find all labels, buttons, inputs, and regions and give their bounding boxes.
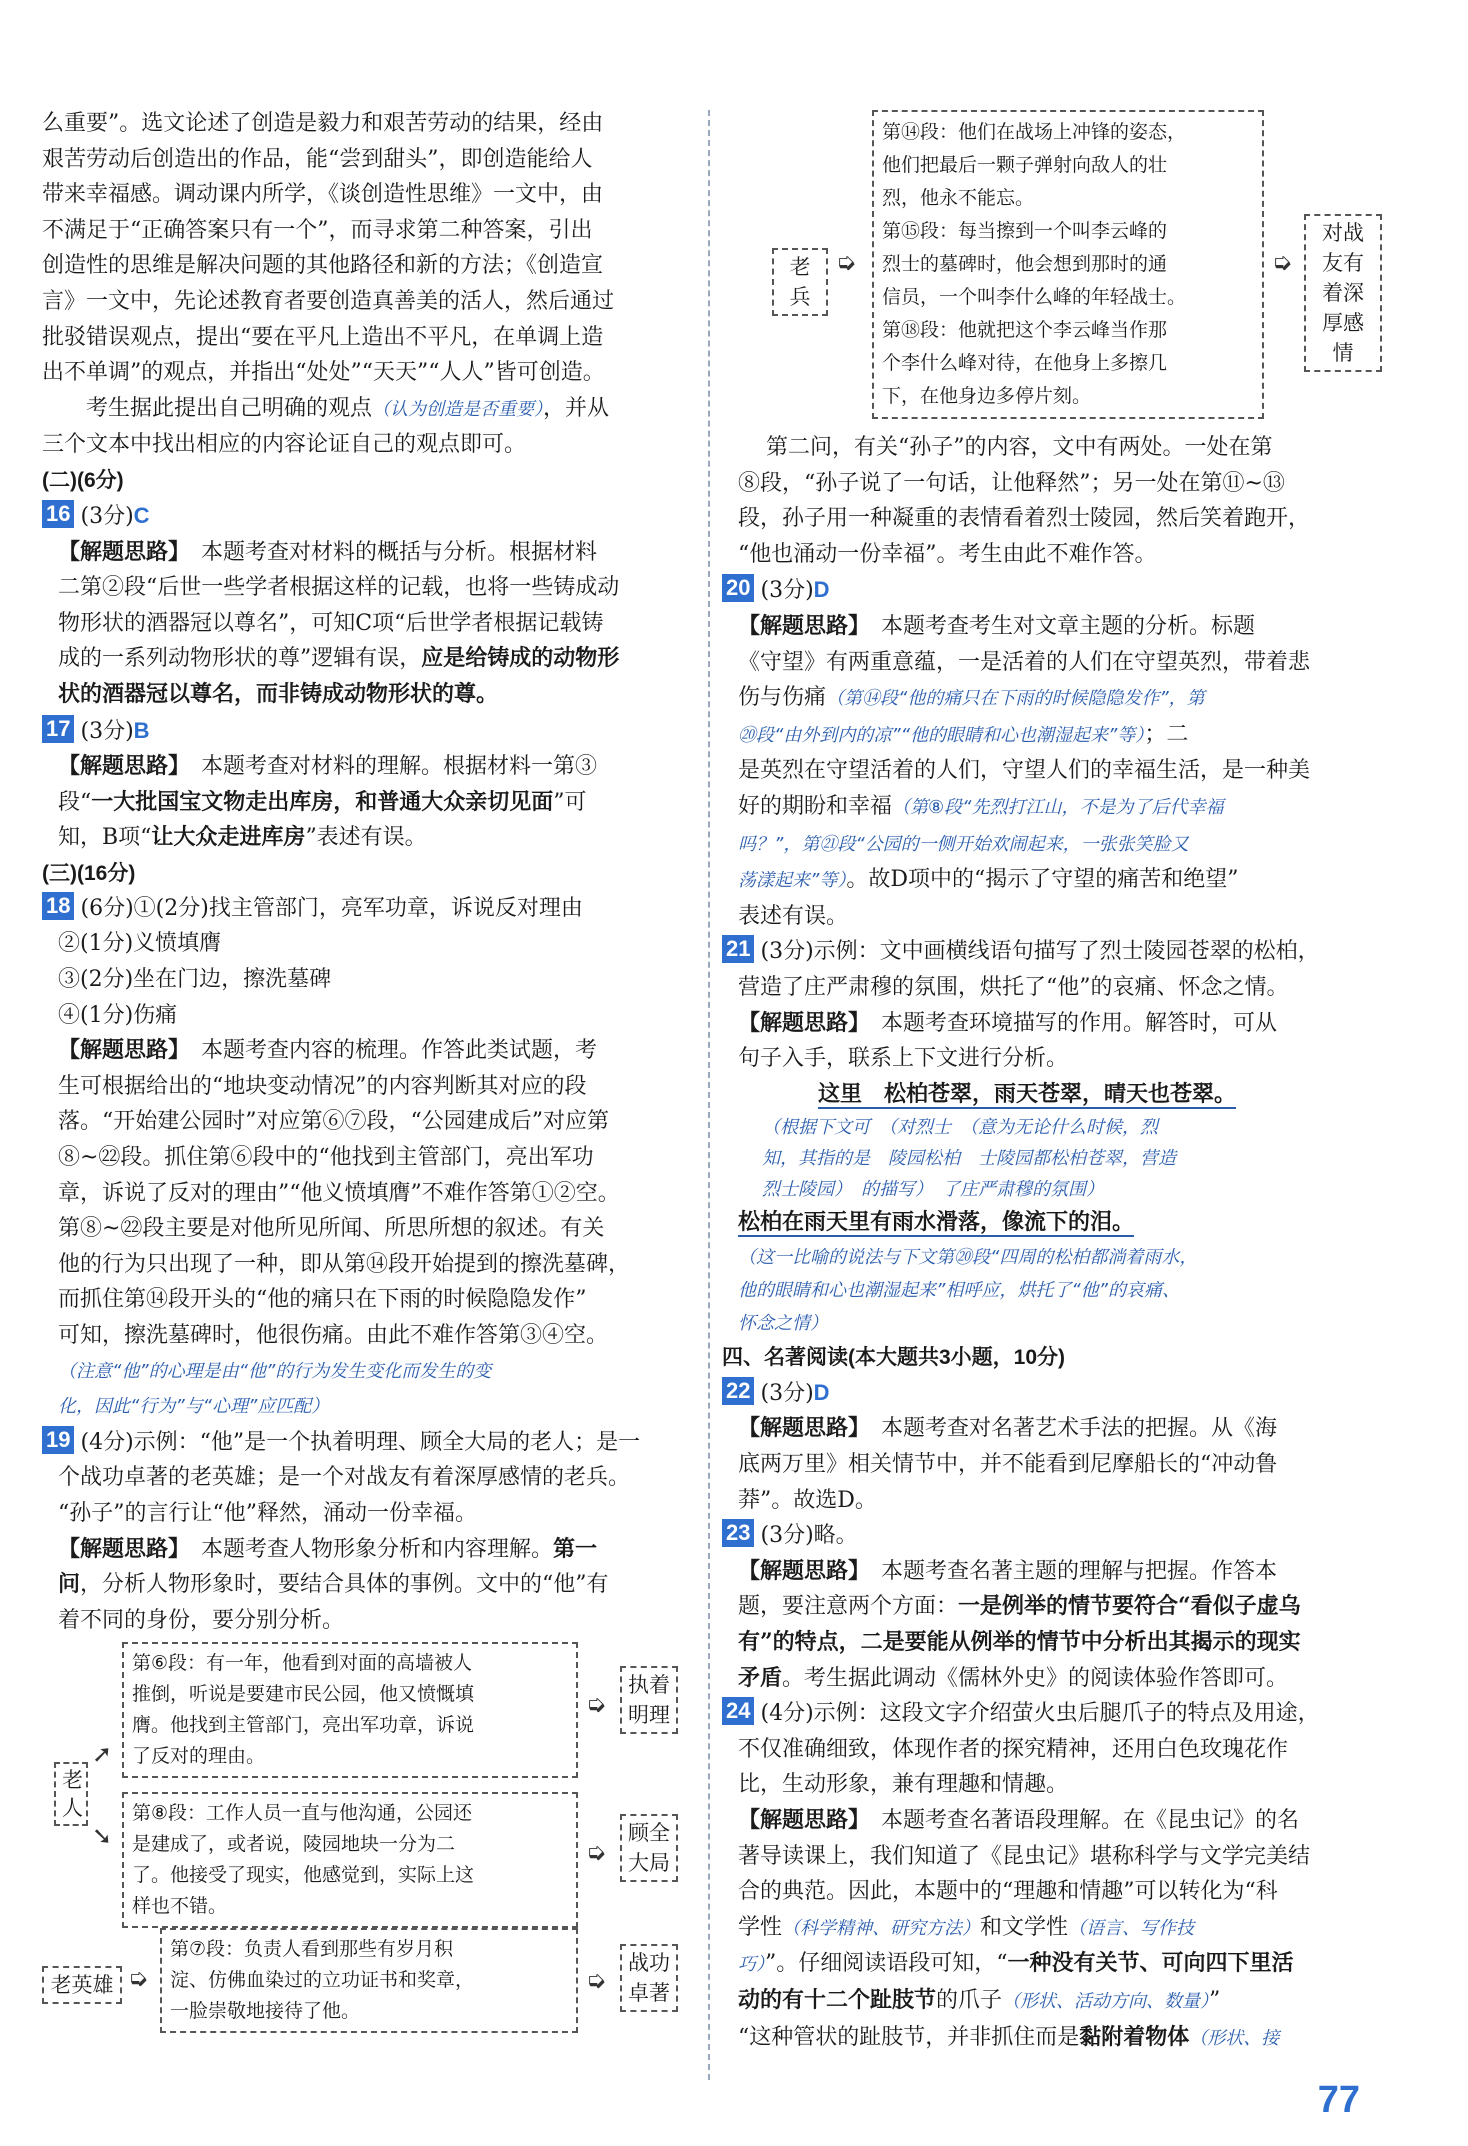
label-old-man: 老人 (54, 1762, 88, 1826)
text-line: 伤与伤痛（第⑭段“他的痛只在下雨的时候隐隐发作”，第 (738, 685, 1205, 711)
text-line: 合的典范。因此，本题中的“理趣和情趣”可以转化为“科 (738, 1879, 1278, 1905)
text-line: 三个文本中找出相应的内容论证自己的观点即可。 (42, 432, 527, 458)
question-16 (42, 498, 692, 713)
text-line: 表述有误。 (738, 903, 849, 929)
answer-line: 23 (3分)略。 (722, 1518, 1382, 1554)
text-line: 著导读课上，我们知道了《昆虫记》堪称科学与文学完美结 (738, 1843, 1311, 1869)
text-line: 矛盾。考生据此调动《儒林外史》的阅读体验作答即可。 (738, 1664, 1289, 1691)
answer-line: 16 (3分)C (42, 498, 692, 535)
text-line: 句子入手，联系上下文进行分析。 (738, 1046, 1069, 1072)
question-19 (42, 1425, 692, 1639)
text-line: 批驳错误观点，提出“要在平凡上造出不平凡，在单调上造 (42, 324, 604, 350)
excerpt-box: 第⑥段：有一年，他看到对面的高墙被人 推倒，听说是要建市民公园，他又愤慨填 膺。他找到主管部门，亮出军功章，诉说 了反对的理由。 (122, 1642, 578, 1778)
text-line: 【解题思路】 本题考查名著语段理解。在《昆虫记》的名 (738, 1807, 1300, 1833)
question-number: 19 (42, 1426, 74, 1454)
answer-line: ②(1分)义愤填膺 (58, 931, 222, 957)
arrow-icon: ➭ (586, 1838, 607, 1867)
text-line: 《守望》有两重意蕴，一是活着的人们在守望英烈，带着悲 (738, 649, 1311, 675)
text-line: 学性（科学精神、研究方法）和文学性（语言、写作技 (738, 1914, 1195, 1940)
answer-line: 18 (6分)①(2分)找主管部门，亮军功章，诉说反对理由 (42, 891, 692, 927)
analysis-tag: 【解题思路】 (58, 753, 180, 780)
handwritten-note: 怀念之情） (738, 1312, 828, 1334)
quoted-sentence: 这里 松柏苍翠，雨天苍翠，晴天也苍翠。 (818, 1080, 1237, 1107)
text-line: 他的行为只出现了一种，即从第⑭段开始提到的擦洗墓碑， (58, 1251, 631, 1277)
character-diagram (42, 1642, 692, 2037)
handwritten-note: （第⑭段“他的痛只在下雨的时候隐隐发作”，第 (826, 688, 1205, 710)
text-line: 好的期盼和幸福（第⑧段“先烈打江山，不是为了后代幸福 (738, 793, 1224, 819)
analysis-tag: 【解题思路】 (738, 1009, 860, 1036)
answer-line: 比，生动形象，兼有理趣和情趣。 (738, 1772, 1069, 1798)
text-line: 二第②段“后世一些学者根据这样的记载，也将一些铸成动 (58, 575, 620, 601)
handwritten-note: 巧） (738, 1954, 765, 1976)
analysis-tag: 【解题思路】 (58, 1535, 180, 1562)
answer-line: ④(1分)伤痛 (58, 1002, 178, 1028)
label-veteran: 老兵 (772, 248, 828, 316)
trait-box: 顾全大局 (620, 1814, 678, 1882)
question-number: 17 (42, 715, 74, 743)
text-line: 么重要”。选文论述了创造是毅力和艰苦劳动的结果，经由 (42, 111, 604, 136)
text-line: 而抓住第⑭段开头的“他的痛只在下雨的时候隐隐发作” (58, 1287, 587, 1313)
question-23 (722, 1518, 1382, 1696)
handwritten-note: （根据下文可 （对烈士 （意为无论什么时候，烈 (762, 1117, 1158, 1139)
answer-letter: B (133, 717, 150, 743)
handwritten-note: 化，因此“行为”与“心理”应匹配） (58, 1396, 330, 1418)
arrow-icon: ➘ (92, 1822, 113, 1851)
handwritten-note: （形状、接 (1189, 2027, 1280, 2049)
analysis-tag: 【解题思路】 (738, 1557, 860, 1584)
answer-line: 不仅准确细致，体现作者的探究精神，还用白色玫瑰花作 (738, 1736, 1289, 1762)
arrow-icon: ➭ (586, 1966, 607, 1995)
question-number: 22 (722, 1377, 754, 1405)
analysis-tag: 【解题思路】 (58, 1037, 180, 1064)
analysis-tag: 【解题思路】 (58, 538, 180, 565)
page-number: 77 (1317, 2079, 1360, 2121)
excerpt-box: 第⑧段：工作人员一直与他沟通，公园还 是建成了，或者说，陵园地块一分为二 了。他接受了现实，他感觉到，实际上这 样也不错。 (122, 1792, 578, 1928)
text-line: 艰苦劳动后创造出的作品，能“尝到甜头”，即创造能给人 (42, 146, 593, 172)
right-column (722, 110, 1382, 2056)
handwritten-note: （语言、写作技 (1068, 1917, 1195, 1939)
text-line: ⑧~㉒段。抓住第⑥段中的“他找到主管部门，亮出军功 (58, 1145, 594, 1171)
text-line: 出不单调”的观点，并指出“处处”“天天”“人人”皆可创造。 (42, 360, 605, 386)
answer-line: ③(2分)坐在门边，擦洗墓碑 (58, 967, 332, 993)
answer-line: 22 (3分)D (722, 1375, 1382, 1412)
quoted-sentence: 松柏在雨天里有雨水滑落，像流下的泪。 (738, 1209, 1135, 1236)
text-line: 底两万里》相关情节中，并不能看到尼摩船长的“冲动鲁 (738, 1452, 1278, 1478)
question-number: 21 (722, 935, 754, 963)
text-line: 第二问，有关“孙子”的内容，文中有两处。一处在第 (766, 435, 1273, 460)
veteran-diagram (722, 110, 1372, 422)
text-line: 【解题思路】 本题考查考生对文章主题的分析。标题 (738, 612, 1256, 639)
text-line: 【解题思路】 本题考查人物形象分析和内容理解。第一 (58, 1535, 598, 1562)
text-line: 【解题思路】 本题考查环境描写的作用。解答时，可从 (738, 1009, 1278, 1036)
analysis-tag: 【解题思路】 (738, 612, 860, 639)
text-line: 考生据此提出自己明确的观点（认为创造是否重要），并从 (86, 395, 610, 421)
text-line: 有”的特点，二是要能从例举的情节中分析出其揭示的现实 (738, 1629, 1301, 1656)
text-line: 物形状的酒器冠以尊名”，可知C项“后世学者根据记载铸 (58, 610, 604, 636)
handwritten-note: （认为创造是否重要） (372, 398, 544, 420)
answer-letter: C (133, 502, 150, 528)
left-column (42, 106, 692, 2037)
text-line: “他也涌动一份幸福”。考生由此不难作答。 (738, 541, 1157, 567)
answer-line: 个战功卓著的老英雄；是一个对战友有着深厚感情的老兵。 (58, 1465, 631, 1491)
trait-box: 战功卓著 (620, 1944, 678, 2012)
label-old-hero: 老英雄 (42, 1966, 122, 2004)
answer-line: 营造了庄严肃穆的氛围，烘托了“他”的哀痛、怀念之情。 (738, 974, 1289, 1000)
text-line: 状的酒器冠以尊名，而非铸成动物形状的尊。 (58, 680, 499, 707)
arrow-icon: ➭ (128, 1964, 149, 1993)
text-line: 不满足于“正确答案只有一个”，而寻求第二种答案，引出 (42, 217, 593, 243)
text-line: 【解题思路】 本题考查对材料的理解。根据材料一第③ (58, 753, 598, 780)
text-line: 章，诉说了反对的理由”“他义愤填膺”不难作答第①②空。 (58, 1180, 620, 1206)
arrow-icon: ➭ (836, 248, 857, 276)
answer-letter: D (813, 577, 830, 603)
text-line: 成的一系列动物形状的尊”逻辑有误，应是给铸成的动物形 (58, 645, 620, 672)
handwritten-note: （科学精神、研究方法） (782, 1917, 981, 1939)
text-line: “这种管状的趾肢节，并非抓住而是黏附着物体（形状、接 (738, 2023, 1280, 2050)
question-20 (722, 572, 1382, 934)
text-line: 言》一文中，先论述教育者要创造真善美的活人，然后通过 (42, 288, 615, 314)
question-21 (722, 934, 1382, 1340)
text-line: 题，要注意两个方面：一是例举的情节要符合“看似子虚乌 (738, 1593, 1301, 1620)
arrow-icon: ➭ (1272, 248, 1293, 276)
text-line: 【解题思路】 本题考查对名著艺术手法的把握。从《海 (738, 1415, 1278, 1442)
answer-line: 21 (3分)示例：文中画横线语句描写了烈士陵园苍翠的松柏， (722, 934, 1382, 970)
question-number: 23 (722, 1519, 754, 1547)
answer-letter: D (813, 1379, 830, 1405)
answer-line: 17 (3分)B (42, 713, 692, 750)
text-line: 巧）”。仔细阅读语段可知，“一种没有关节、可向四下里活 (738, 1950, 1294, 1977)
question-24 (722, 1696, 1382, 2056)
text-line: ⑧段，“孙子说了一句话，让他释然”；另一处在第⑪~⑬ (738, 470, 1285, 496)
column-divider (708, 110, 710, 2080)
handwritten-note: 他的眼睛和心也潮湿起来”相呼应，烘托了“他”的哀痛、 (738, 1279, 1180, 1301)
text-line: 【解题思路】 本题考查名著主题的理解与把握。作答本 (738, 1557, 1278, 1584)
text-line: 是英烈在守望活着的人们，守望人们的幸福生活，是一种美 (738, 758, 1311, 784)
handwritten-note: （这一比喻的说法与下文第⑳段“四周的松柏都淌着雨水， (738, 1246, 1198, 1268)
text-line: ⑳段“由外到内的凉”“他的眼睛和心也潮湿起来”等）；二 (738, 721, 1189, 747)
handwritten-note: （第⑧段“先烈打江山，不是为了后代幸福 (892, 796, 1224, 818)
intro-paragraph (42, 106, 692, 463)
text-line: 落。“开始建公园时”对应第⑥⑦段，“公园建成后”对应第 (58, 1109, 609, 1135)
part-heading: (三)(16分) (42, 861, 136, 885)
handwritten-note: 荡漾起来”等） (738, 870, 847, 892)
question-number: 18 (42, 892, 74, 920)
question-19-part2 (722, 430, 1382, 572)
answer-line: “孙子”的言行让“他”释然，涌动一份幸福。 (58, 1500, 477, 1526)
trait-box: 执着明理 (620, 1666, 678, 1734)
trait-box: 对战友有着深厚感情 (1304, 214, 1382, 372)
text-line: 带来幸福感。调动课内所学，《谈创造性思维》一文中，由 (42, 182, 604, 208)
text-line: 段“一大批国宝文物走出库房，和普通大众亲切见面”可 (58, 788, 587, 815)
handwritten-note: （注意“他”的心理是由“他”的行为发生变化而发生的变 (58, 1360, 492, 1382)
excerpt-box: 第⑭段：他们在战场上冲锋的姿态， 他们把最后一颗子弹射向敌人的壮 烈，他永不能忘。 第⑮段：每当擦到一个叫李云峰的 烈士的墓碑时，他会想到那时的通 信员，一个叫李什么峰的年轻战士。 第⑱段：他就把这个李云峰当作那 个李什么峰对待，在他身上多擦几 下，在他身边多停片刻。 (872, 110, 1264, 419)
text-line: 知，B项“让大众走进库房”表述有误。 (58, 824, 427, 851)
text-line: 可知，擦洗墓碑时，他很伤痛。由此不难作答第③④空。 (58, 1323, 609, 1348)
handwritten-note: 烈士陵园） 的描写） 了庄严肃穆的氛围） (762, 1179, 1104, 1201)
question-number: 16 (42, 500, 74, 528)
section-heading: 四、名著阅读(本大题共3小题，10分) (722, 1345, 1066, 1369)
handwritten-note: 知，其指的是 陵园松柏 士陵园都松柏苍翠，营造 (762, 1148, 1176, 1170)
text-line: 生可根据给出的“地块变动情况”的内容判断其对应的段 (58, 1073, 587, 1099)
question-number: 24 (722, 1697, 754, 1725)
handwritten-note: 吗？”，第㉑段“公园的一侧开始欢闹起来，一张张笑脸又 (738, 833, 1189, 855)
analysis-tag: 【解题思路】 (738, 1415, 860, 1442)
handwritten-note: ⑳段“由外到内的凉”“他的眼睛和心也潮湿起来”等） (738, 724, 1145, 746)
answer-line: 19 (4分)示例：“他”是一个执着明理、顾全大局的老人；是一 (42, 1425, 692, 1461)
text-line: 动的有十二个趾肢节的爪子（形状、活动方向、数量）” (738, 1986, 1221, 2013)
handwritten-note: （形状、活动方向、数量） (1002, 1990, 1210, 2012)
text-line: 【解题思路】 本题考查对材料的概括与分析。根据材料 (58, 538, 598, 565)
analysis-tag: 【解题思路】 (738, 1807, 860, 1833)
answer-line: 20 (3分)D (722, 572, 1382, 609)
question-number: 20 (722, 574, 754, 602)
answer-line: 24 (4分)示例：这段文字介绍萤火虫后腿爪子的特点及用途， (722, 1696, 1382, 1732)
text-line: 第⑧~㉒段主要是对他所见所闻、所思所想的叙述。有关 (58, 1216, 605, 1242)
text-line: 问，分析人物形象时，要结合具体的事例。文中的“他”有 (58, 1571, 609, 1598)
question-18 (42, 891, 692, 1425)
text-line: 段，孙子用一种凝重的表情看着烈士陵园，然后笑着跑开， (738, 506, 1311, 532)
text-line (722, 826, 1382, 863)
excerpt-box: 第⑦段：负责人看到那些有岁月积 淀、仿佛血染过的立功证书和奖章， 一脸崇敬地接待了他。 (160, 1928, 578, 2033)
question-22 (722, 1375, 1382, 1518)
text-line: 着不同的身份，要分别分析。 (58, 1607, 345, 1633)
text-line: 【解题思路】 本题考查内容的梳理。作答此类试题，考 (58, 1037, 598, 1064)
text-line: 创造性的思维是解决问题的其他路径和新的方法；《创造宣 (42, 253, 604, 279)
part-heading: (二)(6分) (42, 468, 124, 492)
text-line: 莽”。故选D。 (738, 1487, 877, 1513)
question-17 (42, 713, 692, 856)
text-line: 荡漾起来”等）。故D项中的“揭示了守望的痛苦和绝望” (738, 867, 1239, 893)
arrow-icon: ➭ (586, 1690, 607, 1719)
arrow-icon: ➚ (92, 1740, 113, 1769)
